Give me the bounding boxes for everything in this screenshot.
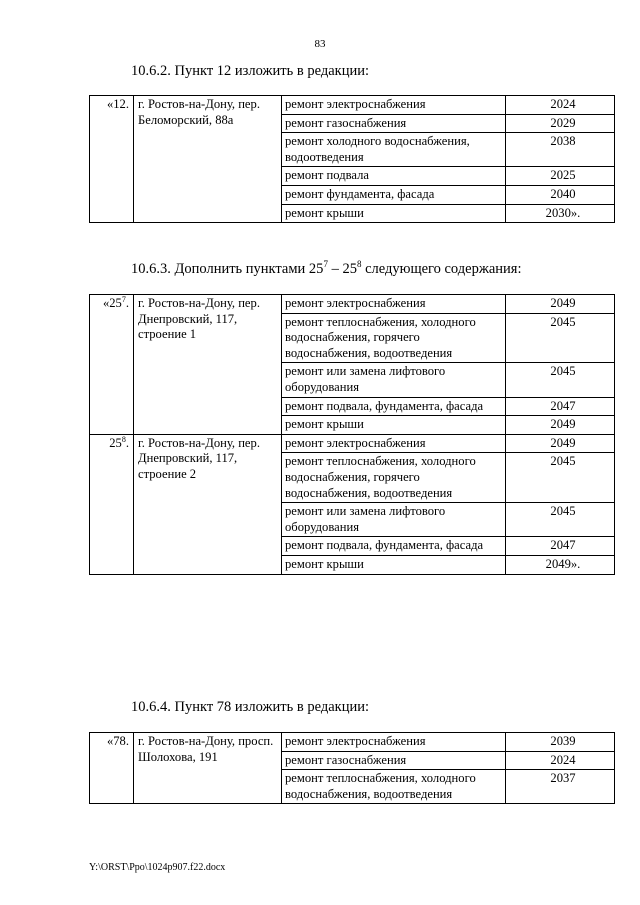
year-cell: 2045 <box>506 503 615 537</box>
year-cell: 2037 <box>506 770 615 804</box>
work-cell: ремонт или замена лифтового оборудования <box>282 363 506 397</box>
heading-superscript: 8 <box>356 259 362 269</box>
work-cell: ремонт электроснабжения <box>282 434 506 453</box>
year-cell: 2024 <box>506 751 615 770</box>
table-row <box>90 434 615 453</box>
table-row <box>90 733 615 752</box>
address-cell: г. Ростов-на-Дону, просп. Шолохова, 191 <box>134 733 282 804</box>
address-cell: г. Ростов-на-Дону, пер. Днепровский, 117, строение 1 <box>134 295 282 435</box>
year-cell: 2049 <box>506 434 615 453</box>
year-cell: 2039 <box>506 733 615 752</box>
address-cell: г. Ростов-на-Дону, пер. Днепровский, 117, строение 2 <box>134 434 282 574</box>
repair-table <box>89 294 615 575</box>
work-cell: ремонт электроснабжения <box>282 295 506 314</box>
work-cell: ремонт теплоснабжения, холодного водоснабжения, водоотведения <box>282 770 506 804</box>
heading-text: следующего содержания: <box>361 261 522 277</box>
work-cell: ремонт подвала, фундамента, фасада <box>282 397 506 416</box>
item-number: «12. <box>90 96 134 223</box>
page-number: 83 <box>314 38 326 50</box>
work-cell: ремонт или замена лифтового оборудования <box>282 503 506 537</box>
heading-text: 10.6.3. Дополнить пунктами 25 <box>131 261 324 277</box>
work-cell: ремонт крыши <box>282 416 506 435</box>
work-cell: ремонт теплоснабжения, холодного водоснабжения, горячего водоснабжения, водоотведения <box>282 313 506 363</box>
work-cell: ремонт газоснабжения <box>282 114 506 133</box>
table-row <box>90 96 615 115</box>
item-number: «$25^7$. <box>90 295 134 435</box>
address-cell: г. Ростов-на-Дону, пер. Беломорский, 88а <box>134 96 282 223</box>
year-cell: 2047 <box>506 537 615 556</box>
year-cell: 2045 <box>506 453 615 503</box>
work-cell: ремонт холодного водоснабжения, водоотведения <box>282 133 506 167</box>
year-cell: 2030». <box>506 204 615 223</box>
year-cell: 2049 <box>506 295 615 314</box>
section-heading: 10.6.2. Пункт 12 изложить в редакции: <box>131 63 370 79</box>
item-number: «78. <box>90 733 134 804</box>
work-cell: ремонт крыши <box>282 555 506 574</box>
work-cell: ремонт теплоснабжения, холодного водоснабжения, горячего водоснабжения, водоотведения <box>282 453 506 503</box>
year-cell: 2029 <box>506 114 615 133</box>
year-cell: 2025 <box>506 167 615 186</box>
section-heading <box>131 260 522 278</box>
work-cell: ремонт фундамента, фасада <box>282 185 506 204</box>
year-cell: 2047 <box>506 397 615 416</box>
item-number: $25^8$. <box>90 434 134 574</box>
footer-file-path: Y:\ORST\Ppo\1024p907.f22.docx <box>89 862 226 873</box>
work-cell: ремонт электроснабжения <box>282 96 506 115</box>
year-cell: 2045 <box>506 363 615 397</box>
work-cell: ремонт подвала <box>282 167 506 186</box>
work-cell: ремонт подвала, фундамента, фасада <box>282 537 506 556</box>
repair-table <box>89 732 615 804</box>
year-cell: 2024 <box>506 96 615 115</box>
heading-text: – 25 <box>327 261 357 277</box>
work-cell: ремонт крыши <box>282 204 506 223</box>
year-cell: 2045 <box>506 313 615 363</box>
year-cell: 2049». <box>506 555 615 574</box>
heading-superscript: 7 <box>323 259 328 269</box>
section-heading: 10.6.4. Пункт 78 изложить в редакции: <box>131 699 370 715</box>
repair-table <box>89 95 615 223</box>
work-cell: ремонт газоснабжения <box>282 751 506 770</box>
year-cell: 2038 <box>506 133 615 167</box>
work-cell: ремонт электроснабжения <box>282 733 506 752</box>
year-cell: 2040 <box>506 185 615 204</box>
year-cell: 2049 <box>506 416 615 435</box>
table-row <box>90 295 615 314</box>
